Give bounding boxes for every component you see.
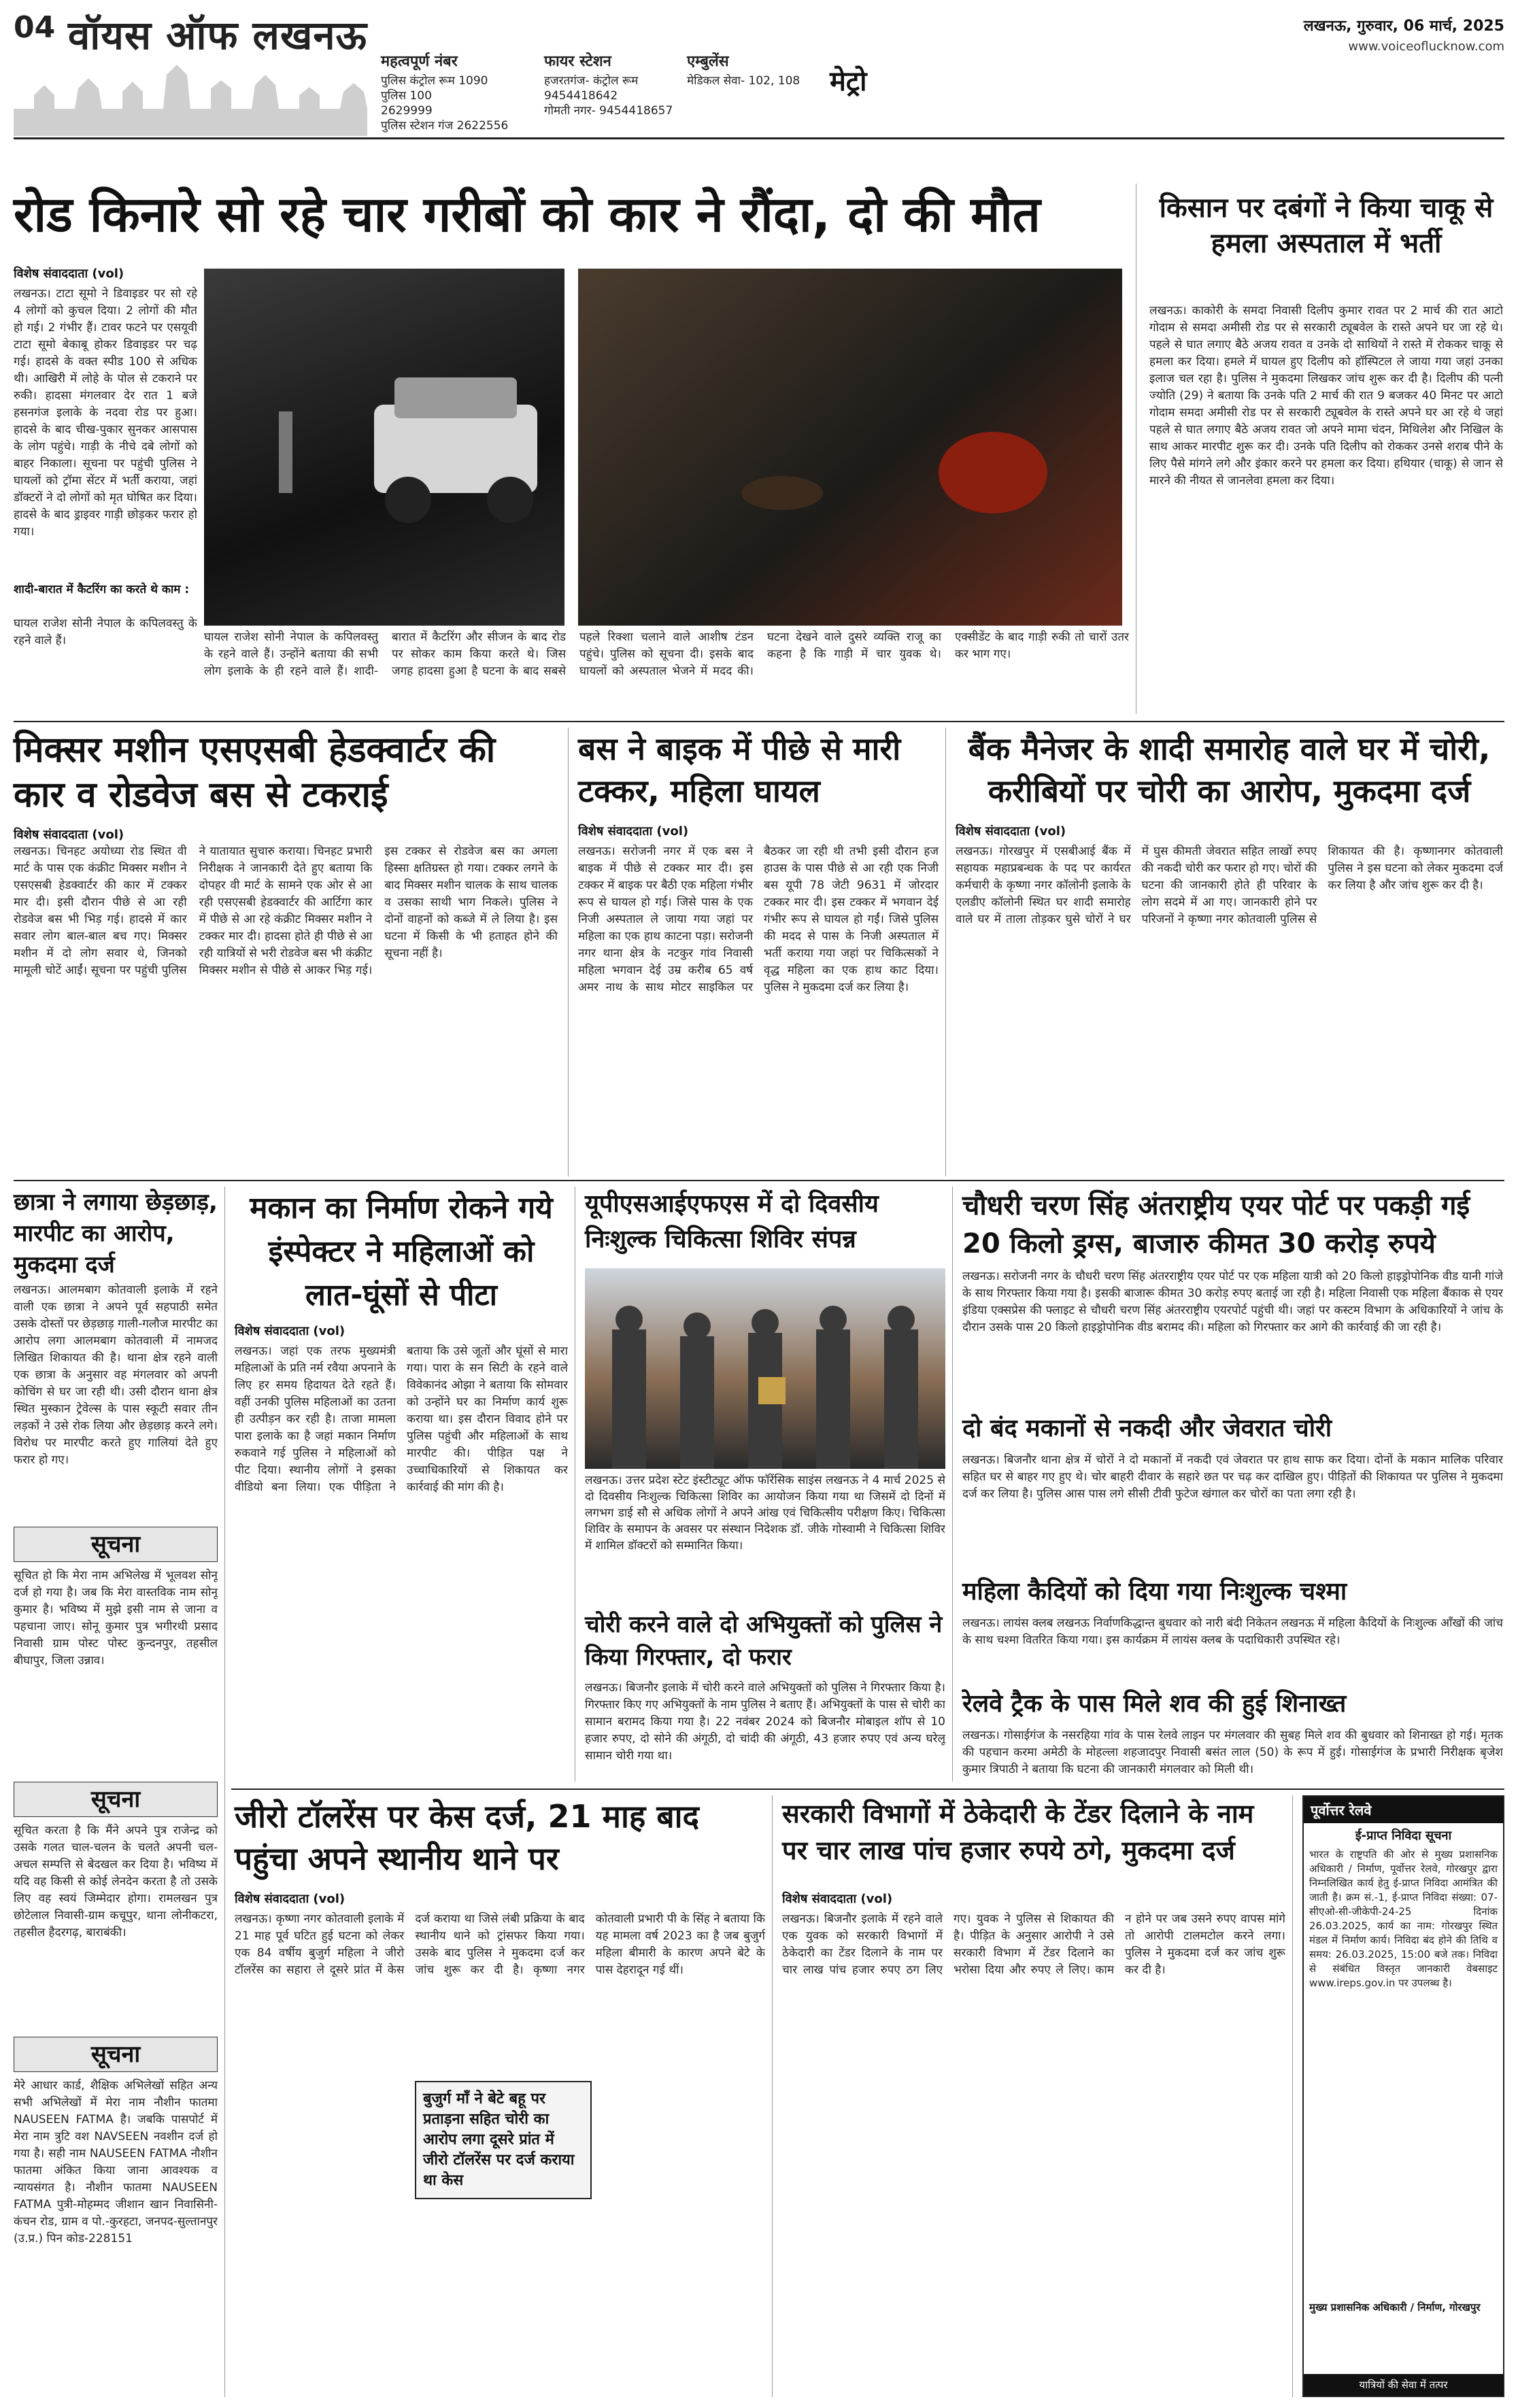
row2-a-body: लखनऊ। चिनहट अयोध्या रोड स्थित वी मार्ट के पास एक कंक्रीट मिक्सर मशीन ने एसएसबी हेडक्वार्टर की कार में टक्कर मार दी। इसी दौरान पीछे से आ रही रोडवेज बस भी भिड़ गई। हादसे में कार सवार लोग बाल-बाल बच गए। मिक्सर मशीन में दो लोग सवार थे, जिनको मामूली चोटें आईं। सूचना पर पहुंची पुलिस ने यातायात सुचारु कराया। चिनहट प्रभारी निरीक्षक ने जानकारी देते हुए बताया कि दोपहर वी मार्ट के सामने एक ओर से आ रही एसएसबी हेडक्वार्टर की आर्टिगा कार में पीछे से आ रहे कंक्रीट मिक्सर मशीन ने टक्कर मार दी। हादसा होते ही पीछे से आ रही यात्रियों से भरी रोडवेज बस भी कंक्रीट मिक्सर मशीन से पीछे से आकर भिड़ गई। इस टक्कर से रोडवेज बस का अगला हिस्सा क्षतिग्रस्त हो गया। टक्कर लगने के बाद मिक्सर मशीन चालक के साथ चालक व उसका साथी भाग निकले। पुलिस ने दोनों वाहनों को कब्जे में ले लिया है। इस घटना में किसी के भी हताहत होने की सूचना नहीं है।	[14, 845, 558, 977]
pull-quote: बुजुर्ग माँ ने बेटे बहू पर प्रताड़ना सहित चोरी का आरोप लगा दूसरे प्रांत में जीरो टॉलरेंस पर दर्ज कराया था केस	[415, 2081, 592, 2199]
notice1-title: सूचना	[14, 1527, 218, 1562]
important-title: महत्वपूर्ण नंबर	[381, 53, 458, 70]
row3-e-headline: दो बंद मकानों से नकदी और जेवरात चोरी	[962, 1414, 1332, 1442]
row3-f-body: लखनऊ। लायंस क्लब लखनऊ निर्वाणकिद्धान्त बुधवार को नारी बंदी निकेतन लखनऊ में महिला कैदियों के निःशुल्क आँखों की जांच के साथ चश्मा वितरित किया गया। इस कार्यक्रम में लायंस क्लब के पदाधिकारी उपस्थित रहे।	[962, 1616, 1503, 1647]
important-line: पुलिस 100	[381, 89, 432, 103]
notice2-title: सूचना	[14, 1782, 218, 1817]
skyline-icon	[14, 54, 367, 136]
side1-headline: किसान पर दबंगों ने किया चाकू से हमला अस्पताल में भर्ती	[1159, 192, 1494, 259]
dateline: लखनऊ, गुरुवार, 06 मार्च, 2025	[1303, 18, 1504, 35]
row4-a-byline: विशेष संवाददाता (vol)	[235, 1892, 345, 1906]
fire-title: फायर स्टेशन	[544, 53, 611, 70]
masthead	[14, 7, 1504, 139]
row3-h-body: लखनऊ। गोसाईगंज के नसरहिया गांव के पास रेलवे लाइन पर मंगलवार की सुबह मिले शव की बुधवार को शिनाख्त हो गई। मृतक की पहचान करमा अमेठी के मोहल्ला शहजादपुर निवासी बसंत लाल (50) के रूप में हुई। गोसाईगंज के प्रभारी निरीक्षक बृजेश कुमार त्रिपाठी ने बताया कि घटना की जानकारी मंगलवार को मिली थी।	[962, 1729, 1503, 1776]
lead-body-2: घायल राजेश सोनी नेपाल के कपिलवस्तु के रहने वाले हैं। उन्होंने बताया की सभी लोग इलाके के ही रहने वाले हैं। शादी-बारात में कैटरिंग और सीजन के बाद रोड पर सोकर काम किया करते थे। जिस जगह हादसा हुआ है घटना के बाद सबसे पहले रिक्शा चलाने वाले आशीष टंडन पहुंचे। पुलिस को सूचना दी। इसके बाद घायलों को अस्पताल भेजने में मदद की। घटना देखने वाले दुसरे व्यक्ति राजू का कहना है कि गाड़ी में चार युवक थे। एक्सीडेंट के बाद गाड़ी रुकी तो चारों उतर कर भाग गए।	[204, 630, 1129, 678]
row2-a-headline: मिक्सर मशीन एसएसबी हेडक्वार्टर की कार व रोडवेज बस से टकराई	[14, 730, 496, 815]
car-icon	[204, 269, 564, 626]
fire-line: 9454418642	[544, 89, 618, 103]
tender-subtitle: ई-प्राप्त निविदा सूचना	[1355, 1829, 1452, 1843]
tender-body: भारत के राष्ट्रपति की ओर से मुख्य प्रशासनिक अधिकारी / निर्माण, पूर्वोत्तर रेलवे, गोरखपुर द्वारा निम्नलिखित कार्य हेतु ई-प्राप्त निविदा आमंत्रित की जाती है। क्रम सं.-1, ई-प्राप्त निविदा संख्या: 07-सीएओ-सी-जीकेपी-24-25 दिनांक 26.03.2025, कार्य का नाम: गोरखपुर स्थित मंडल में निर्माण कार्य। निविदा बंद होने की तिथि व समय: 26.03.2025, 15:00 बजे तक। निविदा से संबंधित विस्तृत जानकारी वेबसाइट www.ireps.gov.in पर उपलब्ध है।	[1309, 1848, 1498, 1989]
row-divider	[14, 1180, 1504, 1181]
notice3-body: मेरे आधार कार्ड, शैक्षिक अभिलेखों सहित अन्य सभी अभिलेखों में मेरा नाम नौशीन फातमा NAUSEEN FATMA है। जबकि पासपोर्ट में मेरा नाम त्रुटि वश NAVSEEN नवशीन दर्ज हो गया है। सही नाम NAUSEEN FATMA नौशीन फातमा अंकित किया जाना आवश्यक व न्यायसंगत है। नौशीन फातमा NAUSEEN FATMA पुत्री-मोहम्मद जीशान खान निवासिनी-कंचन रोड, ग्राम व पो.-कुरहटा, जनपद-सुल्तानपुर (उ.प्र.) पिन कोड-228151	[14, 2079, 218, 2245]
ambulance-title: एम्बुलेंस	[687, 53, 729, 70]
important-line: 2629999	[381, 104, 433, 118]
row3-g-headline: चोरी करने वाले दो अभियुक्तों को पुलिस ने किया गिरफ्तार, दो फरार	[585, 1611, 943, 1671]
row2-b-headline: बस ने बाइक में पीछे से मारी टक्कर, महिला घायल	[578, 730, 901, 809]
lead-subhead: शादी-बारात में कैटरिंग का करते थे काम :	[14, 583, 190, 596]
lead-headline: रोड किनारे सो रहे चार गरीबों को कार ने रौंदा, दो की मौत	[14, 186, 1041, 243]
ambulance-line: मेडिकल सेवा- 102, 108	[687, 74, 800, 88]
lead-photo-scene	[578, 269, 1122, 626]
row3-b-byline: विशेष संवाददाता (vol)	[235, 1324, 345, 1338]
fire-line: हजरतगंज- कंट्रोल रूम	[544, 74, 639, 88]
medical-camp-caption: लखनऊ। उत्तर प्रदेश स्टेट इंस्टीट्यूट ऑफ फॉरेंसिक साइंस लखनऊ ने 4 मार्च 2025 से दो दिवसीय निःशुल्क चिकित्सा शिविर का आयोजन किया गया था जिसमें दो दिनों में लगभग डाई सौ से अधिक लोगों ने अपने आंख एवं चिकित्सीय परीक्षण किए। चिकित्सा शिविर के समापन के अवसर पर संस्थान निदेशक डॉ. जीके गोस्वामी ने चिकित्सा शिविर में शामिल डॉक्टरों को सम्मानित किया।	[585, 1474, 945, 1553]
row3-b-body: लखनऊ। जहां एक तरफ मुख्यमंत्री महिलाओं के प्रति नर्म रवैया अपनाने के लिए हर समय हिदायत देते रहते हैं। वहीं उनकी पुलिस महिलाओं का उतना ही उत्पीड़न कर रही है। ताजा मामला पारा इलाके का है जहां मकान निर्माण रुकवाने गई पुलिस ने महिलाओं को पीट दिया। स्थानीय लोगों ने इसका वीडियो बना लिया। एक पीड़िता ने बताया कि उसे जूतों और घूंसों से मारा गया। पारा के सन सिटी के रहने वाले विवेकानंद ओझा ने बताया कि सोमवार को उन्होंने घर का निर्माण कार्य शुरू कराया था। इस दौरान विवाद होने पर पुलिस पहुंची और महिलाओं के साथ मारपीट की। पीड़ित पक्ष ने उच्चाधिकारियों से शिकायत कर कार्रवाई की मांग की है।	[235, 1344, 568, 1494]
row2-b-byline: विशेष संवाददाता (vol)	[578, 824, 689, 838]
row3-h-headline: रेलवे ट्रैक के पास मिले शव की हुई शिनाख्त	[962, 1690, 1347, 1718]
row4-a-body: लखनऊ। कृष्णा नगर कोतवाली इलाके में 21 माह पूर्व घटित हुई घटना को लेकर एक 84 वर्षीय बुजुर्ग महिला ने जीरो टॉलरेंस का सहारा ले दूसरे प्रांत में केस दर्ज कराया था जिसे लंबी प्रक्रिया के बाद स्थानीय थाने को ट्रांसफर किया गया। उसके बाद पुलिस ने मुकदमा दर्ज कर जांच शुरू कर दी है। कृष्णा नगर कोतवाली प्रभारी पी के सिंह ने बताया कि यह मामला वर्ष 2023 का है जब बुजुर्ग महिला बीमारी के कारण अपने बेटे के पास देहरादून गई थीं।	[235, 1912, 765, 1977]
fire-line: गोमती नगर- 9454418657	[544, 104, 673, 118]
ambulance-numbers	[687, 54, 800, 88]
row4-a-headline: जीरो टॉलरेंस पर केस दर्ज, 21 माह बाद पहुंचा अपने स्थानीय थाने पर	[235, 1798, 699, 1877]
row3-d-body: लखनऊ। सरोजनी नगर के चौधरी चरण सिंह अंतरराष्ट्रीय एयर पोर्ट पर एक महिला यात्री को 20 किलो हाइड्रोपोनिक वीड यानी गांजे के साथ गिरफ्तार किया गया है। इसकी बाजारू कीमत 30 करोड़ रुपए बताई जा रही है। महिला निवासी एक महिला बैंकाक से एयर इंडिया एक्सप्रेस की फ्लाइट से चौधरी चरण सिंह अंतरराष्ट्रीय एयरपोर्ट पहुंची थी। जहां पर कस्टम विभाग के अधिकारियों ने जांच के दौरान उसके पास 20 किलो हाइड्रोपोनिक वीड बरामद की। महिला को गिरफ्तार कर आगे की कार्रवाई की जा रही है।	[962, 1270, 1503, 1334]
page-number: 04	[14, 10, 56, 45]
row4-b-body: लखनऊ। बिजनौर इलाके में रहने वाले एक युवक को सरकारी विभागों में ठेकेदारी का टेंडर दिलाने के नाम पर चार लाख पांच हजार रुपए ठग लिए गए। युवक ने पुलिस से शिकायत की है। पीड़ित के अनुसार आरोपी ने उसे सरकारी विभाग में टेंडर दिलाने का भरोसा दिया और रुपए ले लिए। काम न होने पर जब उसने रुपए वापस मांगे तो आरोपी टालमटोल करने लगा। पुलिस ने मुकदमा दर्ज कर जांच शुरू कर दी है।	[782, 1912, 1285, 1977]
notice2-body: सूचित करता है कि मैंने अपने पुत्र राजेन्द्र को उसके गलत चाल-चलन के चलते अपनी चल-अचल सम्पत्ति से बेदखल कर दिया है। भविष्य में यदि वह किसी से कोई लेनदेन करता है तो उसके लिए वह स्वयं जिम्मेदार होगा। रामलखन पुत्र छोटेलाल निवासी-ग्राम कचूपुर, थाना लोनीकटरा, तहसील हैदरगढ़, बाराबंकी।	[14, 1824, 218, 1939]
row2-b-body: लखनऊ। सरोजनी नगर में एक बस ने बाइक में पीछे से टक्कर मार दी। इस टक्कर में बाइक पर बैठी एक महिला गंभीर रूप से घायल हो गई। जिसे पास के एक निजी अस्पताल ले जाया गया जहां पर महिला का एक हाथ काटना पड़ा। सरोजनी नगर थाना क्षेत्र के नटकुर गांव निवासी महिला भगवान देई उम्र करीब 65 वर्ष अमर नाथ के साथ मोटर साइकिल पर बैठकर जा रही थी तभी इसी दौरान हज हाउस के पास पीछे से आ रही एक निजी बस यूपी 78 जेटी 9631 में जोरदार टक्कर मार दी। इस टक्कर में भगवान देई गंभीर रूप से घायल हो गईं। जिसे पुलिस की मदद से पास के निजी अस्पताल में भर्ती कराया गया जहां पर चिकित्सकों ने वृद्ध महिला का एक हाथ काट दिया। पुलिस ने मुकदमा दर्ज कर लिया है।	[578, 845, 939, 994]
row2-c-headline: बैंक मैनेजर के शादी समारोह वाले घर में चोरी, करीबियों पर चोरी का आरोप, मुकदमा दर्ज	[968, 730, 1491, 809]
column-divider	[945, 728, 946, 1176]
tender-notice	[1302, 1795, 1504, 2397]
lead-byline: विशेष संवाददाता (vol)	[14, 267, 124, 281]
notice3-title: सूचना	[14, 2037, 218, 2072]
lead-body-1b: घायल राजेश सोनी नेपाल के कपिलवस्तु के रहने वाले हैं।	[14, 617, 197, 647]
lead-body-1: लखनऊ। टाटा सूमो ने डिवाइडर पर सो रहे 4 लोगों को कुचल दिया। 2 लोगों की मौत हो गई। 2 गंभीर हैं। टावर फटने पर एसयूवी टाटा सूमो बेकाबू होकर डिवाइडर पर चढ़ गई। हादसे के वक्त स्पीड 100 से अधिक थी। आखिरी में लोहे के पोल से टकराने पर रुकी। हादसा मंगलवार देर रात 1 बजे हसनगंज इलाके के नदवा रोड पर हुआ। हादसे के बाद चीख-पुकार सुनकर आसपास के लोग पहुंचे। गाड़ी के नीचे दबे लोगों को बाहर निकाला। सूचना पर पहुंची पुलिस ने घायलों को ट्रॉमा सेंटर में भर्ती कराया, जहां डॉक्टरों ने दो लोगों को मृत घोषित कर दिया। हादसे के बाद ड्राइवर गाड़ी छोड़कर फरार हो गया।	[14, 287, 197, 539]
lead-photo-car	[204, 269, 564, 626]
important-line: पुलिस स्टेशन गंज 2622556	[381, 119, 509, 133]
important-numbers	[381, 54, 508, 133]
medical-camp-photo	[585, 1268, 945, 1469]
row3-d-headline: चौधरी चरण सिंह अंतराष्ट्रीय एयर पोर्ट पर पकड़ी गई 20 किलो ड्रग्स, बाजारु कीमत 30 करोड़ रुपये	[962, 1190, 1470, 1259]
side1-body: लखनऊ। काकोरी के समदा निवासी दिलीप कुमार रावत पर 2 मार्च की रात आटो गोदाम से समदा अमीसी रोड पर से सरकारी ट्यूबवेल के रास्ते अपने घर जा रहे थे। पहले से घात लगाए बैठे अजय रावत व उनके दो साथियों ने रास्ते में रोककर चाकू से हमला कर दिया। हमले में घायल हुए दिलीप को हॉस्पिटल ले जाया गया जहां उनका इलाज चल रहा है। पुलिस ने मुकदमा लिखकर जांच शुरू कर दी है। दिलीप की पत्नी ज्योति (29) ने बताया कि उनके पति 2 मार्च की रात 9 बजकर 40 मिनट पर आटो गोदाम समदा अमीसी रोड पर से सरकारी ट्यूबवेल के रास्ते अपने घर आ रहे थे जहां पहले से घात लगाए बैठे अजय रावत जो अपने मामा चंदन, मिथिलेश और निखिल के साथ आकर मारपीट शुरू कर दी। उनके पति दिलीप को रोककर उनसे शराब पीने के लिए पैसे मांगने लगे और इंकार करने पर हमला कर दिया। हथियार (चाकू) से जान से मारने की नीयत से जानलेवा हमला कर दिया।	[1149, 304, 1503, 488]
row-divider	[231, 1788, 1504, 1790]
notice1-body: सूचित हो कि मेरा नाम अभिलेख में भूलवश सोनू दर्ज हो गया है। जब कि मेरा वास्तविक नाम सोनू कुमार है। भविष्य में मुझे इसी नाम से जाना व पहचाना जाए। सोनू कुमार पुत्र भगीरथी प्रसाद निवासी ग्राम पोस्ट पोस्ट कुन्दनपुर, तहसील बीघापुर, जिला उन्नाव।	[14, 1569, 218, 1667]
tender-title: पूर्वोत्तर रेलवे	[1304, 1797, 1503, 1823]
row3-f-headline: महिला कैदियों को दिया गया निःशुल्क चश्मा	[962, 1578, 1347, 1606]
row-divider	[14, 721, 1504, 722]
row3-g-body: लखनऊ। बिजनौर इलाके में चोरी करने वाले अभियुक्तों को पुलिस ने गिरफ्तार किया है। गिरफ्तार किए गए अभियुक्तों के नाम पुलिस ने बताए हैं। अभियुक्तों के पास से चोरी का सामान बरामद किया गया है। 22 नवंबर 2024 को बिजनौर मोबाइल शॉप से 10 हजार रुपए, दो सोने की अंगूठी, दो चांदी की अंगूठी, 43 हजार रुपए एवं अन्य घरेलू सामान चोरी गया था।	[585, 1681, 945, 1763]
tender-slogan: यात्रियों की सेवा में तत्पर	[1304, 2374, 1503, 2396]
column-divider	[1292, 1795, 1293, 2397]
important-line: पुलिस कंट्रोल रूम 1090	[381, 74, 488, 88]
newspaper-brand: वॉयस ऑफ लखनऊ	[68, 12, 368, 58]
people-icon	[585, 1268, 945, 1469]
column-divider	[568, 728, 569, 1176]
row3-a-headline: छात्रा ने लगाया छेड़छाड़, मारपीट का आरोप, मुकदमा दर्ज	[14, 1189, 218, 1278]
column-divider	[224, 1187, 225, 2397]
row4-b-byline: विशेष संवाददाता (vol)	[782, 1892, 893, 1906]
section-name: मेट्रो	[830, 66, 867, 97]
blood-stain-icon	[578, 269, 1122, 626]
row2-c-body: लखनऊ। गोरखपुर में एसबीआई बैंक में सहायक महाप्रबन्धक के पद पर कार्यरत कर्मचारी के कृष्णा नगर कॉलोनी इलाके के एलडीए कॉलोनी स्थित घर शादी समारोह वाले घर में ताला तोड़कर घुसे चोरों ने घर में घुस कीमती जेवरात सहित लाखों रुपए की नकदी चोरी कर फरार हो गए। चोरों की घटना की जानकारी होते ही परिवार के लोग सदमे में आ गए। जानकारी होने पर परिजनों ने कृष्णा नगर कोतवाली पुलिस से शिकायत की है। कृष्णानगर कोतवाली पुलिस ने इस घटना को लेकर मुकदमा दर्ज कर लिया है और जांच शुरू कर दी है।	[956, 845, 1503, 926]
column-divider	[772, 1795, 773, 2397]
row4-b-headline: सरकारी विभागों में ठेकेदारी के टेंडर दिलाने के नाम पर चार लाख पांच हजार रुपये ठगे, मुकदमा दर्ज	[782, 1799, 1254, 1865]
column-divider	[952, 1187, 953, 1782]
row2-a-byline: विशेष संवाददाता (vol)	[14, 828, 124, 842]
row3-b-headline: मकान का निर्माण रोकने गये इंस्पेक्टर ने महिलाओं को लात-घूंसों से पीटा	[250, 1191, 553, 1312]
row3-a-body: लखनऊ। आलमबाग कोतवाली इलाके में रहने वाली एक छात्रा ने अपने पूर्व सहपाठी समेत उसके दोस्तों पर छेड़छाड़ गाली-गलौज मारपीट का आरोप लगा आलमबाग कोतवाली में नामजद लिखित शिकायत की है। थाना क्षेत्र रहने वाली एक छात्रा के अनुसार वह मंगलवार को अपनी कोचिंग से घर जा रही थी। उसी दौरान थाना क्षेत्र स्थित मुस्कान ट्रेवेल्स के पास स्कूटी सवार तीन लड़कों ने उसे रोक लिया और छेड़छाड़ करने लगे। विरोध पर मारपीट करते हुए गालियां देते हुए फरार हो गए।	[14, 1283, 218, 1467]
tender-footer: मुख्य प्रशासनिक अधिकारी / निर्माण, गोरखपुर	[1309, 2301, 1481, 2313]
fire-station-numbers	[544, 54, 673, 118]
row3-e-body: लखनऊ। बिजनौर थाना क्षेत्र में चोरों ने दो मकानों में नकदी एवं जेवरात पर हाथ साफ कर दिया। दोनों के मकान मालिक परिवार सहित घर से बाहर गए हुए थे। चोर बाहरी दीवार के सहारे छत पर चढ़ कर दाखिल हुए। पीड़ितों की शिकायत पर पुलिस ने मुकदमा दर्ज कर लिया है। पुलिस आस पास लगे सीसी टीवी फुटेज खंगाल कर चोरों का पता लगा रही है।	[962, 1453, 1503, 1501]
website: www.voiceoflucknow.com	[1348, 39, 1504, 54]
row3-c-headline: यूपीएसआईएफएस में दो दिवसीय निःशुल्क चिकित्सा शिविर संपन्न	[585, 1190, 879, 1253]
row2-c-byline: विशेष संवाददाता (vol)	[956, 824, 1066, 838]
